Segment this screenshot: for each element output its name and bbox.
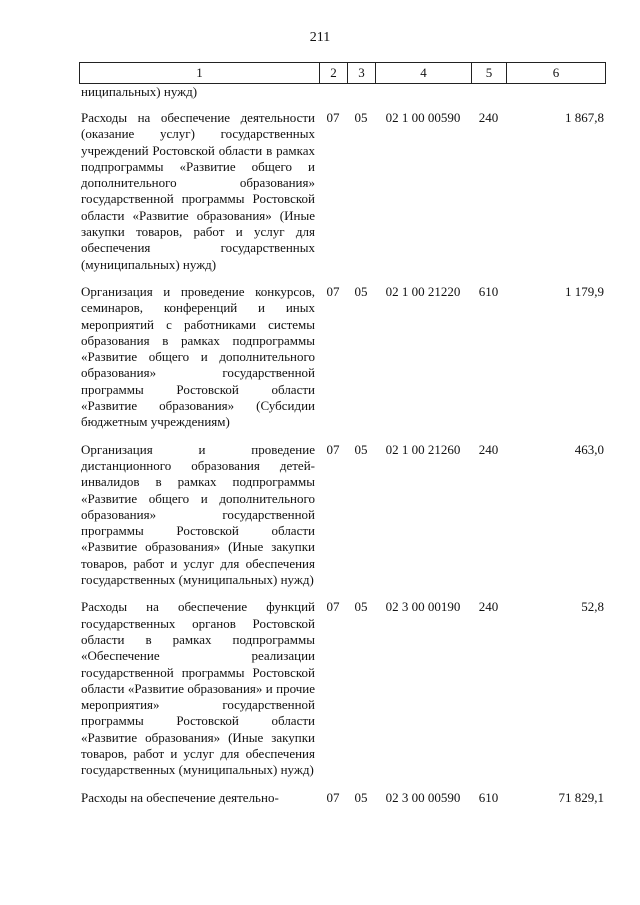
row-expense-type: 610 xyxy=(478,789,499,805)
row-expense-type: 610 xyxy=(478,283,499,299)
row-section: 07 xyxy=(326,441,340,457)
header-col-2: 2 xyxy=(320,63,348,83)
header-col-3: 3 xyxy=(348,63,376,83)
header-col-1: 1 xyxy=(80,63,320,83)
row-target-code: 02 3 00 00190 xyxy=(385,599,461,615)
row-section: 07 xyxy=(326,283,340,299)
row-description: Организация и проведение дистанционного образования детей-инвалидов в рамках подпрограммы «Развитие общего и дополнительного образования» государственной программы Ростовской области «Развитие образования» (Иные закупки товаров, работ и услуг для обеспечения государственных (муниципальных) нужд) xyxy=(81,441,315,588)
header-col-4: 4 xyxy=(376,63,472,83)
row-target-code: 02 3 00 00590 xyxy=(385,789,461,805)
table-row xyxy=(79,442,606,589)
row-expense-type: 240 xyxy=(478,110,499,125)
row-section: 07 xyxy=(326,110,340,125)
row-amount: 1 867,8 xyxy=(565,110,604,125)
row-subsection: 05 xyxy=(354,283,368,299)
header-col-5: 5 xyxy=(472,63,507,83)
row-target-code: 02 1 00 21220 xyxy=(385,283,461,299)
row-subsection: 05 xyxy=(354,110,368,125)
row-section: 07 xyxy=(326,789,340,805)
row-subsection: 05 xyxy=(354,599,368,615)
header-col-6: 6 xyxy=(552,65,560,80)
continuation-text: ниципальных) нужд) xyxy=(81,84,198,99)
row-subsection: 05 xyxy=(354,789,368,805)
row-amount: 52,8 xyxy=(581,599,604,615)
row-expense-type: 240 xyxy=(478,441,499,457)
table-row xyxy=(79,110,606,273)
row-description: Расходы на обеспечение функций государственных органов Ростовской области в рамках подпрограммы «Обеспечение реализации государственной программы Ростовской области «Развитие образования» и прочие мероприятия» государственной программы Ростовской области «Развитие образования» (Иные закупки товаров, работ и услуг для обеспечения государственных (муниципальных) нужд) xyxy=(81,599,315,778)
row-amount: 71 829,1 xyxy=(558,789,604,805)
row-target-code: 02 1 00 21260 xyxy=(385,441,461,457)
row-amount: 1 179,9 xyxy=(565,283,604,299)
table-row xyxy=(79,790,606,806)
row-description: Расходы на обеспечение деятельно- xyxy=(81,789,279,805)
row-subsection: 05 xyxy=(354,441,368,457)
row-expense-type: 240 xyxy=(478,599,499,615)
row-amount: 463,0 xyxy=(574,441,604,457)
row-description: Организация и проведение конкурсов, семинаров, конференций и иных мероприятий с работниками системы образования в рамках подпрограммы «Развитие общего и дополнительного образования» государственной программы Ростовской области «Развитие образования» (Субсидии бюджетным учреждениям) xyxy=(81,283,315,430)
table-header xyxy=(79,62,606,84)
table-row xyxy=(79,599,606,778)
row-section: 07 xyxy=(326,599,340,615)
table-body xyxy=(79,84,606,806)
page-number: 211 xyxy=(309,30,331,45)
row-target-code: 02 1 00 00590 xyxy=(385,110,461,125)
table-row xyxy=(79,284,606,431)
row-description: Расходы на обеспечение деятельности (оказание услуг) государственных учреждений Ростовской области в рамках подпрограммы «Развитие общего и дополнительного образования» государственной программы Ростовской области «Развитие образования» (Иные закупки товаров, работ и услуг для обеспечения государственных (муниципальных) нужд) xyxy=(81,110,315,272)
